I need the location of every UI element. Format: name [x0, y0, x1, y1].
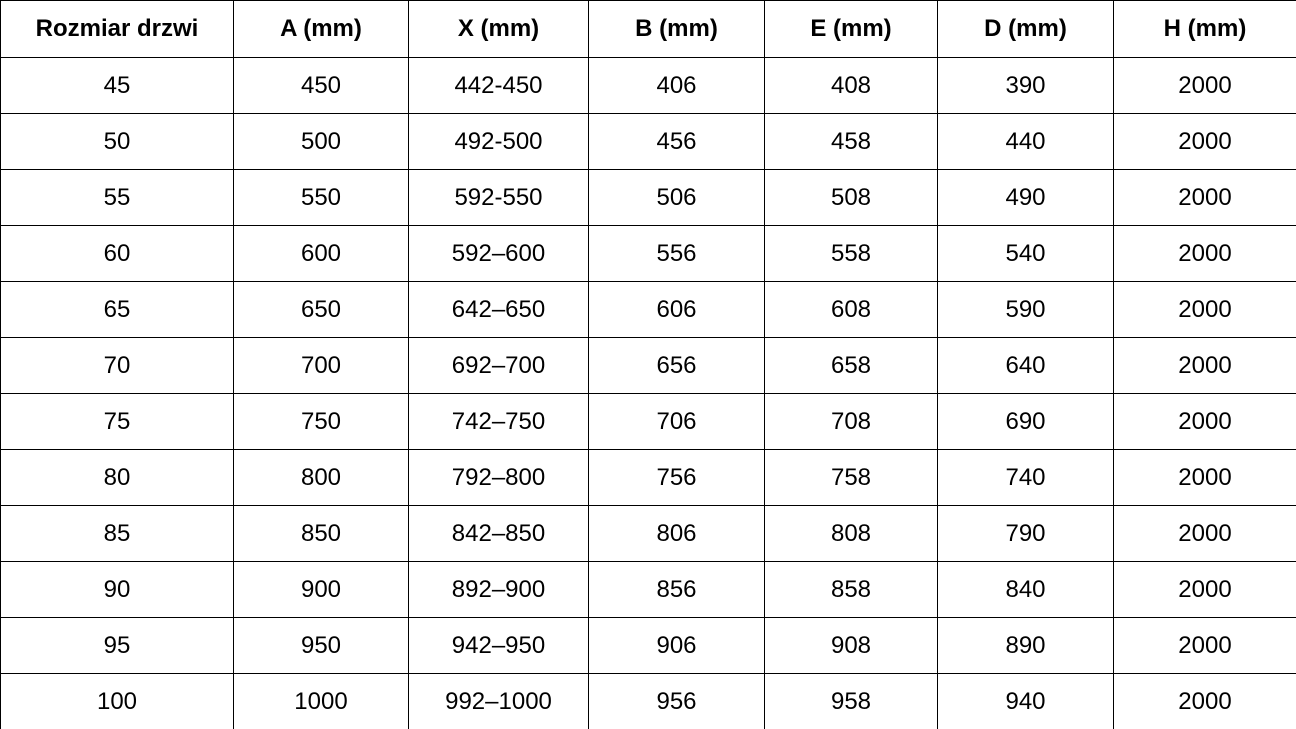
- table-cell: 658: [765, 338, 938, 394]
- table-cell: 640: [938, 338, 1114, 394]
- table-cell: 758: [765, 450, 938, 506]
- table-cell: 858: [765, 562, 938, 618]
- table-cell: 2000: [1114, 394, 1296, 450]
- table-cell: 70: [1, 338, 234, 394]
- table-cell: 2000: [1114, 674, 1296, 729]
- table-row: [1, 394, 1296, 450]
- table-cell: 2000: [1114, 282, 1296, 338]
- table-cell: 856: [589, 562, 765, 618]
- column-header: E (mm): [765, 1, 938, 58]
- table-row: [1, 618, 1296, 674]
- table-cell: 892–900: [409, 562, 589, 618]
- table-row: [1, 562, 1296, 618]
- table-cell: 608: [765, 282, 938, 338]
- table-cell: 442-450: [409, 58, 589, 114]
- table-cell: 842–850: [409, 506, 589, 562]
- table-cell: 2000: [1114, 450, 1296, 506]
- table-cell: 590: [938, 282, 1114, 338]
- table-cell: 2000: [1114, 170, 1296, 226]
- table-cell: 45: [1, 58, 234, 114]
- table-cell: 1000: [234, 674, 409, 729]
- table-cell: 700: [234, 338, 409, 394]
- table-cell: 540: [938, 226, 1114, 282]
- table-cell: 650: [234, 282, 409, 338]
- table-row: [1, 450, 1296, 506]
- table-cell: 506: [589, 170, 765, 226]
- table-cell: 600: [234, 226, 409, 282]
- table-cell: 792–800: [409, 450, 589, 506]
- table-cell: 2000: [1114, 506, 1296, 562]
- table-cell: 956: [589, 674, 765, 729]
- table-cell: 850: [234, 506, 409, 562]
- table-cell: 65: [1, 282, 234, 338]
- table-cell: 900: [234, 562, 409, 618]
- table-cell: 60: [1, 226, 234, 282]
- table-cell: 440: [938, 114, 1114, 170]
- table-cell: 690: [938, 394, 1114, 450]
- table-cell: 708: [765, 394, 938, 450]
- column-header: H (mm): [1114, 1, 1296, 58]
- table-cell: 490: [938, 170, 1114, 226]
- table-row: [1, 282, 1296, 338]
- table-cell: 406: [589, 58, 765, 114]
- table-row: [1, 506, 1296, 562]
- table-cell: 800: [234, 450, 409, 506]
- table-cell: 556: [589, 226, 765, 282]
- table-cell: 592-550: [409, 170, 589, 226]
- table-cell: 790: [938, 506, 1114, 562]
- table-cell: 2000: [1114, 226, 1296, 282]
- table-cell: 2000: [1114, 58, 1296, 114]
- table-cell: 450: [234, 58, 409, 114]
- table-cell: 706: [589, 394, 765, 450]
- table-cell: 390: [938, 58, 1114, 114]
- column-header: A (mm): [234, 1, 409, 58]
- table-cell: 2000: [1114, 618, 1296, 674]
- table-cell: 692–700: [409, 338, 589, 394]
- table-row: [1, 338, 1296, 394]
- table-cell: 95: [1, 618, 234, 674]
- table-cell: 100: [1, 674, 234, 729]
- column-header: X (mm): [409, 1, 589, 58]
- table-cell: 456: [589, 114, 765, 170]
- table-cell: 840: [938, 562, 1114, 618]
- table-cell: 940: [938, 674, 1114, 729]
- table-cell: 2000: [1114, 338, 1296, 394]
- table-cell: 992–1000: [409, 674, 589, 729]
- table-row: [1, 674, 1296, 729]
- table-cell: 50: [1, 114, 234, 170]
- table-cell: 80: [1, 450, 234, 506]
- table-cell: 950: [234, 618, 409, 674]
- table-row: [1, 170, 1296, 226]
- table-cell: 908: [765, 618, 938, 674]
- table-cell: 458: [765, 114, 938, 170]
- table-row: [1, 114, 1296, 170]
- table-cell: 85: [1, 506, 234, 562]
- table-cell: 742–750: [409, 394, 589, 450]
- table-row: [1, 226, 1296, 282]
- table-cell: 408: [765, 58, 938, 114]
- column-header: B (mm): [589, 1, 765, 58]
- table-cell: 558: [765, 226, 938, 282]
- table-body: [1, 58, 1296, 729]
- table-cell: 750: [234, 394, 409, 450]
- table-cell: 592–600: [409, 226, 589, 282]
- column-header: D (mm): [938, 1, 1114, 58]
- table-cell: 508: [765, 170, 938, 226]
- table-cell: 656: [589, 338, 765, 394]
- table-cell: 492-500: [409, 114, 589, 170]
- column-header: Rozmiar drzwi: [1, 1, 234, 58]
- table-cell: 808: [765, 506, 938, 562]
- table-cell: 942–950: [409, 618, 589, 674]
- header-row: [1, 1, 1296, 58]
- table-cell: 606: [589, 282, 765, 338]
- table-cell: 756: [589, 450, 765, 506]
- table-cell: 500: [234, 114, 409, 170]
- table-cell: 550: [234, 170, 409, 226]
- table-cell: 642–650: [409, 282, 589, 338]
- table-cell: 890: [938, 618, 1114, 674]
- table-cell: 55: [1, 170, 234, 226]
- table-cell: 806: [589, 506, 765, 562]
- table-cell: 90: [1, 562, 234, 618]
- table-row: [1, 58, 1296, 114]
- table-cell: 740: [938, 450, 1114, 506]
- table-cell: 2000: [1114, 562, 1296, 618]
- table-cell: 75: [1, 394, 234, 450]
- table-cell: 958: [765, 674, 938, 729]
- table-cell: 906: [589, 618, 765, 674]
- table-cell: 2000: [1114, 114, 1296, 170]
